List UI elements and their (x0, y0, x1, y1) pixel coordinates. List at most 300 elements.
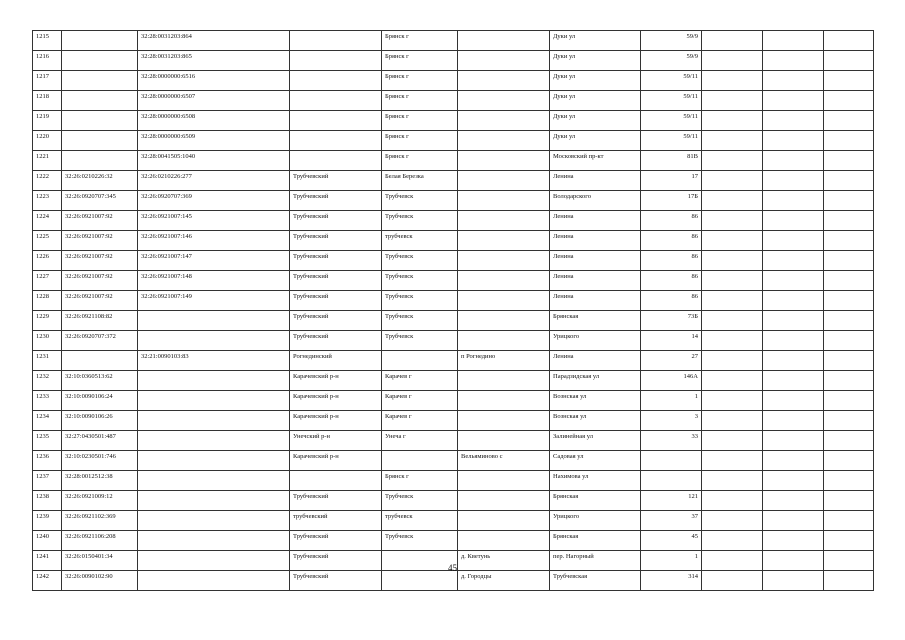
cell-house: 27 (641, 351, 702, 371)
cell-house: 17Б (641, 191, 702, 211)
cell-cadastral-object (138, 371, 290, 391)
cell-extra-2 (763, 351, 824, 371)
cell-extra-1 (702, 291, 763, 311)
cell-cadastral-parcel: 32:26:0921106:208 (62, 531, 138, 551)
cell-street: Брянская (550, 491, 641, 511)
cell-street: Урицкого (550, 511, 641, 531)
cell-cadastral-parcel (62, 71, 138, 91)
cell-cadastral-object (138, 511, 290, 531)
cell-house: 59/11 (641, 111, 702, 131)
cell-extra-3 (824, 291, 874, 311)
cell-district: Трубчевский (290, 491, 382, 511)
cell-district: Трубчевский (290, 531, 382, 551)
cell-settlement: Брянск г (382, 131, 458, 151)
cell-district: Трубчевский (290, 271, 382, 291)
cell-extra-3 (824, 111, 874, 131)
cell-district (290, 131, 382, 151)
cell-cadastral-parcel: 32:10:0230501:746 (62, 451, 138, 471)
cell-house: 86 (641, 291, 702, 311)
cell-extra-2 (763, 211, 824, 231)
cell-cadastral-object (138, 491, 290, 511)
cell-extra-2 (763, 511, 824, 531)
cell-row-number: 1227 (33, 271, 62, 291)
table-row (33, 571, 874, 591)
table-row (33, 151, 874, 171)
cell-district (290, 71, 382, 91)
cell-house: 14 (641, 331, 702, 351)
cell-cadastral-parcel: 32:27:0430501:487 (62, 431, 138, 451)
cell-extra-3 (824, 271, 874, 291)
cell-district: Трубчевский (290, 331, 382, 351)
cell-extra-3 (824, 211, 874, 231)
cell-house (641, 471, 702, 491)
cell-locality (458, 231, 550, 251)
cell-street: Дуки ул (550, 31, 641, 51)
cell-street: Ленина (550, 271, 641, 291)
cell-cadastral-object (138, 451, 290, 471)
cell-extra-2 (763, 371, 824, 391)
cell-extra-3 (824, 391, 874, 411)
cell-row-number: 1236 (33, 451, 62, 471)
cell-row-number: 1225 (33, 231, 62, 251)
cell-settlement: Трубчевск (382, 211, 458, 231)
cell-locality: д. Городцы (458, 571, 550, 591)
cell-cadastral-parcel: 32:26:0150401:34 (62, 551, 138, 571)
table-row (33, 471, 874, 491)
cell-row-number: 1220 (33, 131, 62, 151)
cell-house: 59/11 (641, 91, 702, 111)
cell-row-number: 1217 (33, 71, 62, 91)
registry-table (32, 30, 874, 591)
table-row (33, 451, 874, 471)
cell-street: Урицкого (550, 331, 641, 351)
cell-cadastral-object (138, 331, 290, 351)
cell-cadastral-parcel: 32:26:0921007:92 (62, 231, 138, 251)
cell-cadastral-parcel: 32:26:0090102:90 (62, 571, 138, 591)
cell-extra-3 (824, 51, 874, 71)
cell-house: 81В (641, 151, 702, 171)
cell-extra-3 (824, 191, 874, 211)
cell-row-number: 1221 (33, 151, 62, 171)
cell-locality (458, 191, 550, 211)
cell-district: Унечский р-н (290, 431, 382, 451)
cell-row-number: 1224 (33, 211, 62, 231)
cell-cadastral-parcel (62, 111, 138, 131)
cell-locality (458, 31, 550, 51)
cell-row-number: 1234 (33, 411, 62, 431)
cell-extra-2 (763, 171, 824, 191)
cell-house: 86 (641, 271, 702, 291)
cell-extra-3 (824, 31, 874, 51)
cell-extra-1 (702, 471, 763, 491)
table-row (33, 431, 874, 451)
cell-street: Ленина (550, 251, 641, 271)
cell-street: Дуки ул (550, 51, 641, 71)
cell-settlement: Трубчевск (382, 311, 458, 331)
cell-cadastral-parcel (62, 151, 138, 171)
table-row (33, 211, 874, 231)
cell-extra-1 (702, 311, 763, 331)
cell-cadastral-parcel: 32:26:0921007:92 (62, 211, 138, 231)
cell-district: Рогнединский (290, 351, 382, 371)
table-row (33, 291, 874, 311)
cell-extra-2 (763, 271, 824, 291)
cell-extra-2 (763, 291, 824, 311)
cell-cadastral-object (138, 411, 290, 431)
cell-settlement: Брянск г (382, 151, 458, 171)
cell-district (290, 91, 382, 111)
cell-row-number: 1218 (33, 91, 62, 111)
cell-settlement: Трубчевск (382, 331, 458, 351)
cell-extra-3 (824, 131, 874, 151)
cell-settlement: Унеча г (382, 431, 458, 451)
cell-locality (458, 511, 550, 531)
cell-street: Дуки ул (550, 111, 641, 131)
cell-cadastral-object (138, 571, 290, 591)
cell-extra-2 (763, 131, 824, 151)
cell-locality (458, 91, 550, 111)
cell-house: 314 (641, 571, 702, 591)
cell-extra-1 (702, 571, 763, 591)
cell-district: Карачевский р-н (290, 451, 382, 471)
table-row (33, 91, 874, 111)
cell-locality (458, 131, 550, 151)
cell-locality (458, 211, 550, 231)
cell-street: Садовая ул (550, 451, 641, 471)
cell-house: 86 (641, 211, 702, 231)
cell-extra-3 (824, 231, 874, 251)
cell-extra-2 (763, 311, 824, 331)
cell-extra-1 (702, 151, 763, 171)
cell-street: Ленина (550, 211, 641, 231)
cell-settlement: Трубчевск (382, 291, 458, 311)
cell-locality (458, 331, 550, 351)
cell-settlement (382, 571, 458, 591)
cell-row-number: 1219 (33, 111, 62, 131)
cell-locality (458, 71, 550, 91)
cell-extra-3 (824, 251, 874, 271)
cell-locality: д. Кветунь (458, 551, 550, 571)
cell-settlement: Карачев г (382, 371, 458, 391)
table-row (33, 31, 874, 51)
cell-locality (458, 371, 550, 391)
cell-extra-3 (824, 91, 874, 111)
cell-cadastral-object: 32:28:0041505:1040 (138, 151, 290, 171)
cell-extra-1 (702, 271, 763, 291)
cell-row-number: 1228 (33, 291, 62, 311)
cell-row-number: 1216 (33, 51, 62, 71)
cell-row-number: 1223 (33, 191, 62, 211)
cell-cadastral-parcel: 32:26:0921102:369 (62, 511, 138, 531)
cell-extra-2 (763, 571, 824, 591)
table-row (33, 371, 874, 391)
cell-row-number: 1229 (33, 311, 62, 331)
table-row (33, 391, 874, 411)
cell-row-number: 1222 (33, 171, 62, 191)
cell-locality (458, 411, 550, 431)
cell-street: Нахимова ул (550, 471, 641, 491)
cell-district: трубчевский (290, 511, 382, 531)
cell-street: Брянская (550, 311, 641, 331)
cell-extra-2 (763, 391, 824, 411)
cell-street: Ленина (550, 231, 641, 251)
cell-locality (458, 531, 550, 551)
cell-row-number: 1215 (33, 31, 62, 51)
cell-district (290, 151, 382, 171)
cell-house: 45 (641, 531, 702, 551)
cell-extra-1 (702, 111, 763, 131)
cell-extra-3 (824, 351, 874, 371)
registry-rows (33, 31, 874, 591)
cell-street: Володарского (550, 191, 641, 211)
cell-extra-3 (824, 71, 874, 91)
cell-extra-2 (763, 531, 824, 551)
cell-cadastral-object: 32:26:0210226:277 (138, 171, 290, 191)
cell-extra-3 (824, 151, 874, 171)
cell-house: 59/9 (641, 51, 702, 71)
cell-extra-2 (763, 91, 824, 111)
table-row (33, 131, 874, 151)
cell-extra-3 (824, 511, 874, 531)
cell-extra-1 (702, 331, 763, 351)
cell-locality (458, 151, 550, 171)
cell-house: 3 (641, 411, 702, 431)
table-row (33, 331, 874, 351)
cell-cadastral-parcel: 32:26:0921007:92 (62, 251, 138, 271)
cell-cadastral-parcel: 32:26:0921108:82 (62, 311, 138, 331)
cell-extra-1 (702, 411, 763, 431)
cell-cadastral-parcel: 32:26:0921009:12 (62, 491, 138, 511)
cell-cadastral-object: 32:28:0000000:6507 (138, 91, 290, 111)
cell-extra-3 (824, 171, 874, 191)
table-row (33, 191, 874, 211)
cell-house (641, 451, 702, 471)
cell-row-number: 1230 (33, 331, 62, 351)
cell-cadastral-object (138, 311, 290, 331)
cell-settlement: трубчевск (382, 231, 458, 251)
cell-extra-2 (763, 111, 824, 131)
cell-settlement: Трубчевск (382, 271, 458, 291)
cell-extra-1 (702, 371, 763, 391)
cell-locality (458, 51, 550, 71)
cell-locality (458, 431, 550, 451)
cell-locality (458, 491, 550, 511)
cell-extra-2 (763, 51, 824, 71)
cell-extra-3 (824, 371, 874, 391)
cell-house: 59/9 (641, 31, 702, 51)
cell-street: Ленина (550, 291, 641, 311)
cell-extra-2 (763, 231, 824, 251)
cell-row-number: 1238 (33, 491, 62, 511)
cell-settlement (382, 351, 458, 371)
cell-row-number: 1231 (33, 351, 62, 371)
cell-cadastral-parcel (62, 351, 138, 371)
cell-district: Трубчевский (290, 171, 382, 191)
cell-settlement: Трубчевск (382, 491, 458, 511)
cell-locality (458, 311, 550, 331)
cell-cadastral-object (138, 431, 290, 451)
cell-cadastral-object: 32:26:0921007:147 (138, 251, 290, 271)
cell-row-number: 1241 (33, 551, 62, 571)
cell-locality (458, 171, 550, 191)
cell-house: 1 (641, 551, 702, 571)
cell-street: Ленина (550, 351, 641, 371)
table-row (33, 171, 874, 191)
cell-cadastral-parcel: 32:28:0012512:38 (62, 471, 138, 491)
cell-extra-1 (702, 51, 763, 71)
table-row (33, 531, 874, 551)
cell-house: 1 (641, 391, 702, 411)
cell-cadastral-object: 32:26:0921007:146 (138, 231, 290, 251)
cell-settlement: Брянск г (382, 51, 458, 71)
cell-settlement: Трубчевск (382, 191, 458, 211)
cell-cadastral-parcel: 32:10:0360513:62 (62, 371, 138, 391)
cell-street: Вознская ул (550, 391, 641, 411)
cell-locality (458, 291, 550, 311)
table-row (33, 351, 874, 371)
cell-street: Дуки ул (550, 131, 641, 151)
cell-row-number: 1239 (33, 511, 62, 531)
cell-extra-3 (824, 311, 874, 331)
cell-street: Вознская ул (550, 411, 641, 431)
cell-extra-2 (763, 71, 824, 91)
cell-locality (458, 251, 550, 271)
cell-cadastral-object (138, 471, 290, 491)
cell-row-number: 1242 (33, 571, 62, 591)
cell-extra-1 (702, 431, 763, 451)
cell-street: Трубчевская (550, 571, 641, 591)
cell-locality (458, 391, 550, 411)
cell-extra-3 (824, 471, 874, 491)
cell-house: 86 (641, 251, 702, 271)
cell-district (290, 31, 382, 51)
cell-extra-1 (702, 251, 763, 271)
cell-district: Карачевский р-н (290, 411, 382, 431)
cell-cadastral-object: 32:28:0000000:6516 (138, 71, 290, 91)
table-row (33, 51, 874, 71)
cell-settlement: Брянск г (382, 31, 458, 51)
cell-cadastral-object: 32:26:0921007:148 (138, 271, 290, 291)
cell-extra-1 (702, 131, 763, 151)
cell-cadastral-object: 32:26:0921007:149 (138, 291, 290, 311)
cell-row-number: 1235 (33, 431, 62, 451)
cell-extra-2 (763, 251, 824, 271)
table-row (33, 271, 874, 291)
table-row (33, 251, 874, 271)
cell-extra-2 (763, 191, 824, 211)
cell-row-number: 1237 (33, 471, 62, 491)
cell-row-number: 1232 (33, 371, 62, 391)
cell-cadastral-parcel: 32:26:0921007:92 (62, 291, 138, 311)
cell-cadastral-object: 32:28:0031203:864 (138, 31, 290, 51)
cell-street: Парадзидская ул (550, 371, 641, 391)
cell-settlement: Брянск г (382, 91, 458, 111)
cell-extra-2 (763, 451, 824, 471)
cell-district: Карачевский р-н (290, 391, 382, 411)
cell-locality (458, 111, 550, 131)
cell-extra-3 (824, 411, 874, 431)
cell-cadastral-object (138, 531, 290, 551)
cell-street: пер. Нагорный (550, 551, 641, 571)
cell-extra-1 (702, 391, 763, 411)
cell-extra-1 (702, 531, 763, 551)
cell-street: Московский пр-кт (550, 151, 641, 171)
cell-settlement: Карачев г (382, 391, 458, 411)
table-row (33, 411, 874, 431)
cell-extra-1 (702, 511, 763, 531)
cell-district (290, 471, 382, 491)
cell-cadastral-parcel (62, 131, 138, 151)
cell-extra-1 (702, 211, 763, 231)
cell-cadastral-parcel: 32:26:0210226:32 (62, 171, 138, 191)
table-row (33, 491, 874, 511)
cell-cadastral-object: 32:26:0921007:145 (138, 211, 290, 231)
cell-extra-3 (824, 571, 874, 591)
cell-settlement: Белая Березка (382, 171, 458, 191)
cell-district: Трубчевский (290, 571, 382, 591)
cell-cadastral-object: 32:28:0000000:6509 (138, 131, 290, 151)
cell-street: Дуки ул (550, 91, 641, 111)
cell-house: 146А (641, 371, 702, 391)
cell-settlement (382, 451, 458, 471)
cell-district (290, 111, 382, 131)
cell-locality (458, 271, 550, 291)
cell-extra-2 (763, 411, 824, 431)
cell-locality: Вельяминово с (458, 451, 550, 471)
cell-extra-3 (824, 491, 874, 511)
cell-house: 59/11 (641, 131, 702, 151)
cell-settlement: Брянск г (382, 71, 458, 91)
cell-house: 33 (641, 431, 702, 451)
cell-extra-1 (702, 191, 763, 211)
cell-extra-1 (702, 351, 763, 371)
cell-district: Трубчевский (290, 311, 382, 331)
cell-settlement: трубчевск (382, 511, 458, 531)
cell-cadastral-object (138, 391, 290, 411)
cell-district: Трубчевский (290, 231, 382, 251)
cell-cadastral-object: 32:28:0031203:865 (138, 51, 290, 71)
cell-street: Ленина (550, 171, 641, 191)
cell-district: Трубчевский (290, 251, 382, 271)
cell-cadastral-parcel: 32:10:0090106:24 (62, 391, 138, 411)
table-row (33, 111, 874, 131)
cell-district: Трубчевский (290, 191, 382, 211)
cell-extra-1 (702, 451, 763, 471)
cell-cadastral-object: 32:28:0000000:6508 (138, 111, 290, 131)
cell-street: Дуки ул (550, 71, 641, 91)
cell-extra-2 (763, 431, 824, 451)
cell-house: 17 (641, 171, 702, 191)
cell-settlement: Брянск г (382, 111, 458, 131)
cell-cadastral-parcel: 32:26:0921007:92 (62, 271, 138, 291)
cell-street: Брянская (550, 531, 641, 551)
cell-cadastral-parcel: 32:26:0920707:372 (62, 331, 138, 351)
cell-settlement: Карачев г (382, 411, 458, 431)
cell-extra-2 (763, 471, 824, 491)
cell-district: Трубчевский (290, 211, 382, 231)
cell-cadastral-object: 32:21:0090103:83 (138, 351, 290, 371)
cell-extra-3 (824, 531, 874, 551)
cell-settlement: Трубчевск (382, 531, 458, 551)
cell-locality (458, 471, 550, 491)
table-row (33, 71, 874, 91)
cell-house: 86 (641, 231, 702, 251)
cell-extra-3 (824, 451, 874, 471)
cell-extra-2 (763, 331, 824, 351)
cell-cadastral-parcel: 32:10:0090106:26 (62, 411, 138, 431)
cell-house: 73Б (641, 311, 702, 331)
cell-house: 121 (641, 491, 702, 511)
